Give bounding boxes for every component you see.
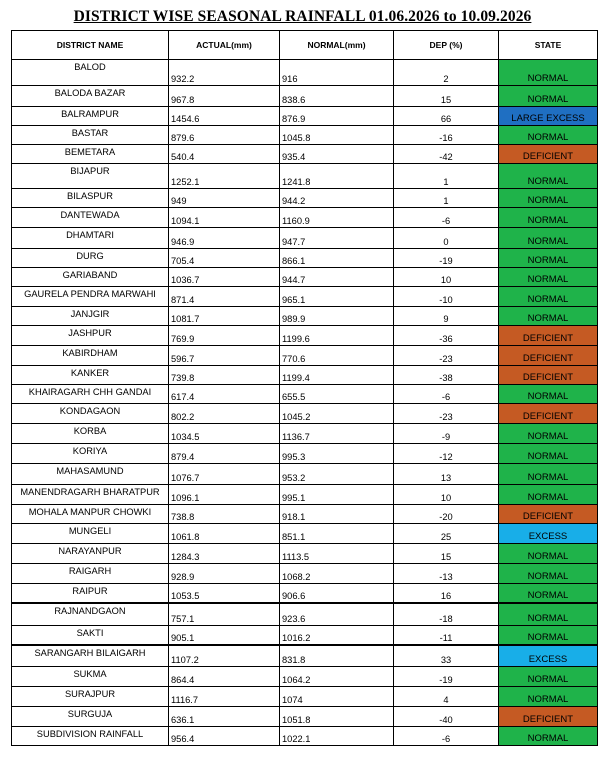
table-row	[12, 727, 598, 746]
normal-rainfall-cell: 831.8	[280, 645, 394, 667]
actual-rainfall-cell: 1081.7	[169, 307, 280, 326]
departure-cell: -23	[394, 404, 499, 424]
normal-rainfall-cell: 1051.8	[280, 707, 394, 727]
page-title: DISTRICT WISE SEASONAL RAINFALL 01.06.2026 to 10.09.2026	[73, 8, 532, 25]
district-name-cell: MAHASAMUND	[12, 464, 169, 485]
departure-cell: -19	[394, 249, 499, 268]
normal-rainfall-cell: 1199.4	[280, 366, 394, 385]
table-row	[12, 603, 598, 626]
normal-rainfall-cell: 906.6	[280, 584, 394, 603]
normal-rainfall-cell: 770.6	[280, 346, 394, 366]
departure-cell: 1	[394, 189, 499, 208]
table-row	[12, 564, 598, 584]
table-row	[12, 326, 598, 346]
district-name-cell: MUNGELI	[12, 524, 169, 544]
departure-cell: -42	[394, 145, 499, 164]
district-name-cell: DHAMTARI	[12, 228, 169, 249]
table-row	[12, 485, 598, 505]
departure-cell: 10	[394, 268, 499, 287]
normal-rainfall-cell: 851.1	[280, 524, 394, 544]
departure-cell: -18	[394, 603, 499, 626]
departure-cell: 1	[394, 164, 499, 189]
state-cell: EXCESS	[499, 524, 598, 544]
table-row	[12, 584, 598, 603]
normal-rainfall-cell: 1160.9	[280, 208, 394, 228]
departure-cell: -9	[394, 424, 499, 444]
district-name-cell: KONDAGAON	[12, 404, 169, 424]
normal-rainfall-cell: 866.1	[280, 249, 394, 268]
state-cell: NORMAL	[499, 584, 598, 603]
normal-rainfall-cell: 876.9	[280, 107, 394, 126]
table-row	[12, 544, 598, 564]
departure-cell: -16	[394, 126, 499, 145]
normal-rainfall-cell: 953.2	[280, 464, 394, 485]
departure-cell: 10	[394, 485, 499, 505]
district-name-cell: KANKER	[12, 366, 169, 385]
normal-rainfall-cell: 1199.6	[280, 326, 394, 346]
table-header-row	[12, 31, 598, 60]
state-cell: NORMAL	[499, 485, 598, 505]
actual-rainfall-cell: 596.7	[169, 346, 280, 366]
actual-rainfall-cell: 1284.3	[169, 544, 280, 564]
table-row	[12, 645, 598, 667]
departure-cell: -20	[394, 505, 499, 524]
table-row	[12, 249, 598, 268]
actual-rainfall-cell: 705.4	[169, 249, 280, 268]
departure-cell: -6	[394, 385, 499, 404]
district-name-cell: SARANGARH BILAIGARH	[12, 645, 169, 667]
state-cell: NORMAL	[499, 228, 598, 249]
normal-rainfall-cell: 944.2	[280, 189, 394, 208]
departure-cell: -6	[394, 208, 499, 228]
departure-cell: -40	[394, 707, 499, 727]
actual-rainfall-cell: 1107.2	[169, 645, 280, 667]
district-name-cell: KABIRDHAM	[12, 346, 169, 366]
state-cell: NORMAL	[499, 208, 598, 228]
table-row	[12, 366, 598, 385]
table-row	[12, 424, 598, 444]
table-row	[12, 687, 598, 707]
departure-cell: 15	[394, 544, 499, 564]
normal-rainfall-cell: 838.6	[280, 86, 394, 107]
normal-rainfall-cell: 995.1	[280, 485, 394, 505]
departure-cell: 25	[394, 524, 499, 544]
departure-cell: 2	[394, 60, 499, 86]
actual-rainfall-cell: 1454.6	[169, 107, 280, 126]
table-row	[12, 228, 598, 249]
column-header-state: STATE	[499, 31, 598, 60]
state-cell: DEFICIENT	[499, 707, 598, 727]
actual-rainfall-cell: 946.9	[169, 228, 280, 249]
table-row	[12, 385, 598, 404]
district-name-cell: BIJAPUR	[12, 164, 169, 189]
normal-rainfall-cell: 916	[280, 60, 394, 86]
state-cell: NORMAL	[499, 564, 598, 584]
state-cell: NORMAL	[499, 164, 598, 189]
state-cell: DEFICIENT	[499, 366, 598, 385]
table-row	[12, 107, 598, 126]
district-name-cell: GARIABAND	[12, 268, 169, 287]
actual-rainfall-cell: 738.8	[169, 505, 280, 524]
state-cell: NORMAL	[499, 268, 598, 287]
normal-rainfall-cell: 1113.5	[280, 544, 394, 564]
departure-cell: -19	[394, 667, 499, 687]
district-name-cell: MOHALA MANPUR CHOWKI	[12, 505, 169, 524]
actual-rainfall-cell: 864.4	[169, 667, 280, 687]
departure-cell: 13	[394, 464, 499, 485]
table-row	[12, 667, 598, 687]
departure-cell: 33	[394, 645, 499, 667]
state-cell: NORMAL	[499, 189, 598, 208]
normal-rainfall-cell: 1045.2	[280, 404, 394, 424]
district-name-cell: BALOD	[12, 60, 169, 86]
actual-rainfall-cell: 928.9	[169, 564, 280, 584]
actual-rainfall-cell: 1096.1	[169, 485, 280, 505]
table-row	[12, 307, 598, 326]
district-name-cell: BILASPUR	[12, 189, 169, 208]
departure-cell: -10	[394, 287, 499, 307]
departure-cell: 9	[394, 307, 499, 326]
district-name-cell: KORBA	[12, 424, 169, 444]
table-row	[12, 164, 598, 189]
actual-rainfall-cell: 879.4	[169, 444, 280, 464]
district-name-cell: BEMETARA	[12, 145, 169, 164]
district-name-cell: GAURELA PENDRA MARWAHI	[12, 287, 169, 307]
departure-cell: -23	[394, 346, 499, 366]
normal-rainfall-cell: 1136.7	[280, 424, 394, 444]
normal-rainfall-cell: 1045.8	[280, 126, 394, 145]
district-name-cell: SUKMA	[12, 667, 169, 687]
state-cell: NORMAL	[499, 727, 598, 746]
departure-cell: 0	[394, 228, 499, 249]
table-row	[12, 268, 598, 287]
district-name-cell: SUBDIVISION RAINFALL	[12, 727, 169, 746]
state-cell: NORMAL	[499, 544, 598, 564]
normal-rainfall-cell: 1016.2	[280, 626, 394, 645]
table-body	[12, 60, 598, 746]
actual-rainfall-cell: 636.1	[169, 707, 280, 727]
state-cell: NORMAL	[499, 687, 598, 707]
state-cell: NORMAL	[499, 385, 598, 404]
actual-rainfall-cell: 757.1	[169, 603, 280, 626]
actual-rainfall-cell: 1034.5	[169, 424, 280, 444]
district-name-cell: JASHPUR	[12, 326, 169, 346]
district-name-cell: SURGUJA	[12, 707, 169, 727]
normal-rainfall-cell: 655.5	[280, 385, 394, 404]
departure-cell: -6	[394, 727, 499, 746]
actual-rainfall-cell: 1094.1	[169, 208, 280, 228]
district-name-cell: DURG	[12, 249, 169, 268]
table-row	[12, 60, 598, 86]
state-cell: NORMAL	[499, 126, 598, 145]
actual-rainfall-cell: 739.8	[169, 366, 280, 385]
table-row	[12, 464, 598, 485]
state-cell: DEFICIENT	[499, 145, 598, 164]
actual-rainfall-cell: 802.2	[169, 404, 280, 424]
district-name-cell: BASTAR	[12, 126, 169, 145]
departure-cell: 16	[394, 584, 499, 603]
district-name-cell: JANJGIR	[12, 307, 169, 326]
district-name-cell: RAIGARH	[12, 564, 169, 584]
actual-rainfall-cell: 769.9	[169, 326, 280, 346]
district-name-cell: RAIPUR	[12, 584, 169, 603]
column-header-district: DISTRICT NAME	[12, 31, 169, 60]
table-row	[12, 626, 598, 645]
actual-rainfall-cell: 956.4	[169, 727, 280, 746]
table-row	[12, 86, 598, 107]
district-name-cell: NARAYANPUR	[12, 544, 169, 564]
state-cell: DEFICIENT	[499, 326, 598, 346]
normal-rainfall-cell: 923.6	[280, 603, 394, 626]
state-cell: NORMAL	[499, 86, 598, 107]
actual-rainfall-cell: 1076.7	[169, 464, 280, 485]
column-header-dep: DEP (%)	[394, 31, 499, 60]
district-name-cell: BALRAMPUR	[12, 107, 169, 126]
normal-rainfall-cell: 1074	[280, 687, 394, 707]
normal-rainfall-cell: 918.1	[280, 505, 394, 524]
table-row	[12, 189, 598, 208]
departure-cell: -11	[394, 626, 499, 645]
district-name-cell: KHAIRAGARH CHH GANDAI	[12, 385, 169, 404]
departure-cell: -36	[394, 326, 499, 346]
state-cell: NORMAL	[499, 464, 598, 485]
state-cell: NORMAL	[499, 307, 598, 326]
state-cell: NORMAL	[499, 287, 598, 307]
normal-rainfall-cell: 935.4	[280, 145, 394, 164]
district-name-cell: KORIYA	[12, 444, 169, 464]
district-name-cell: MANENDRAGARH BHARATPUR	[12, 485, 169, 505]
district-name-cell: DANTEWADA	[12, 208, 169, 228]
district-name-cell: RAJNANDGAON	[12, 603, 169, 626]
normal-rainfall-cell: 989.9	[280, 307, 394, 326]
state-cell: NORMAL	[499, 424, 598, 444]
normal-rainfall-cell: 965.1	[280, 287, 394, 307]
column-header-normal: NORMAL(mm)	[280, 31, 394, 60]
departure-cell: 66	[394, 107, 499, 126]
departure-cell: -12	[394, 444, 499, 464]
district-name-cell: BALODA BAZAR	[12, 86, 169, 107]
state-cell: EXCESS	[499, 645, 598, 667]
actual-rainfall-cell: 1252.1	[169, 164, 280, 189]
table-row	[12, 346, 598, 366]
state-cell: NORMAL	[499, 444, 598, 464]
actual-rainfall-cell: 871.4	[169, 287, 280, 307]
table-row	[12, 444, 598, 464]
actual-rainfall-cell: 949	[169, 189, 280, 208]
table-row	[12, 707, 598, 727]
actual-rainfall-cell: 540.4	[169, 145, 280, 164]
table-row	[12, 404, 598, 424]
normal-rainfall-cell: 944.7	[280, 268, 394, 287]
district-name-cell: SAKTI	[12, 626, 169, 645]
actual-rainfall-cell: 967.8	[169, 86, 280, 107]
state-cell: NORMAL	[499, 667, 598, 687]
table-row	[12, 505, 598, 524]
table-row	[12, 208, 598, 228]
state-cell: NORMAL	[499, 60, 598, 86]
state-cell: DEFICIENT	[499, 404, 598, 424]
normal-rainfall-cell: 947.7	[280, 228, 394, 249]
normal-rainfall-cell: 1068.2	[280, 564, 394, 584]
state-cell: NORMAL	[499, 603, 598, 626]
actual-rainfall-cell: 905.1	[169, 626, 280, 645]
state-cell: DEFICIENT	[499, 346, 598, 366]
departure-cell: -38	[394, 366, 499, 385]
departure-cell: 15	[394, 86, 499, 107]
state-cell: NORMAL	[499, 626, 598, 645]
departure-cell: 4	[394, 687, 499, 707]
table-row	[12, 145, 598, 164]
actual-rainfall-cell: 1116.7	[169, 687, 280, 707]
state-cell: NORMAL	[499, 249, 598, 268]
actual-rainfall-cell: 617.4	[169, 385, 280, 404]
actual-rainfall-cell: 879.6	[169, 126, 280, 145]
normal-rainfall-cell: 1241.8	[280, 164, 394, 189]
departure-cell: -13	[394, 564, 499, 584]
state-cell: LARGE EXCESS	[499, 107, 598, 126]
column-header-actual: ACTUAL(mm)	[169, 31, 280, 60]
district-name-cell: SURAJPUR	[12, 687, 169, 707]
rainfall-table	[11, 30, 598, 746]
table-row	[12, 126, 598, 145]
table-row	[12, 524, 598, 544]
state-cell: DEFICIENT	[499, 505, 598, 524]
normal-rainfall-cell: 995.3	[280, 444, 394, 464]
actual-rainfall-cell: 1061.8	[169, 524, 280, 544]
actual-rainfall-cell: 1036.7	[169, 268, 280, 287]
actual-rainfall-cell: 1053.5	[169, 584, 280, 603]
actual-rainfall-cell: 932.2	[169, 60, 280, 86]
normal-rainfall-cell: 1022.1	[280, 727, 394, 746]
table-row	[12, 287, 598, 307]
normal-rainfall-cell: 1064.2	[280, 667, 394, 687]
